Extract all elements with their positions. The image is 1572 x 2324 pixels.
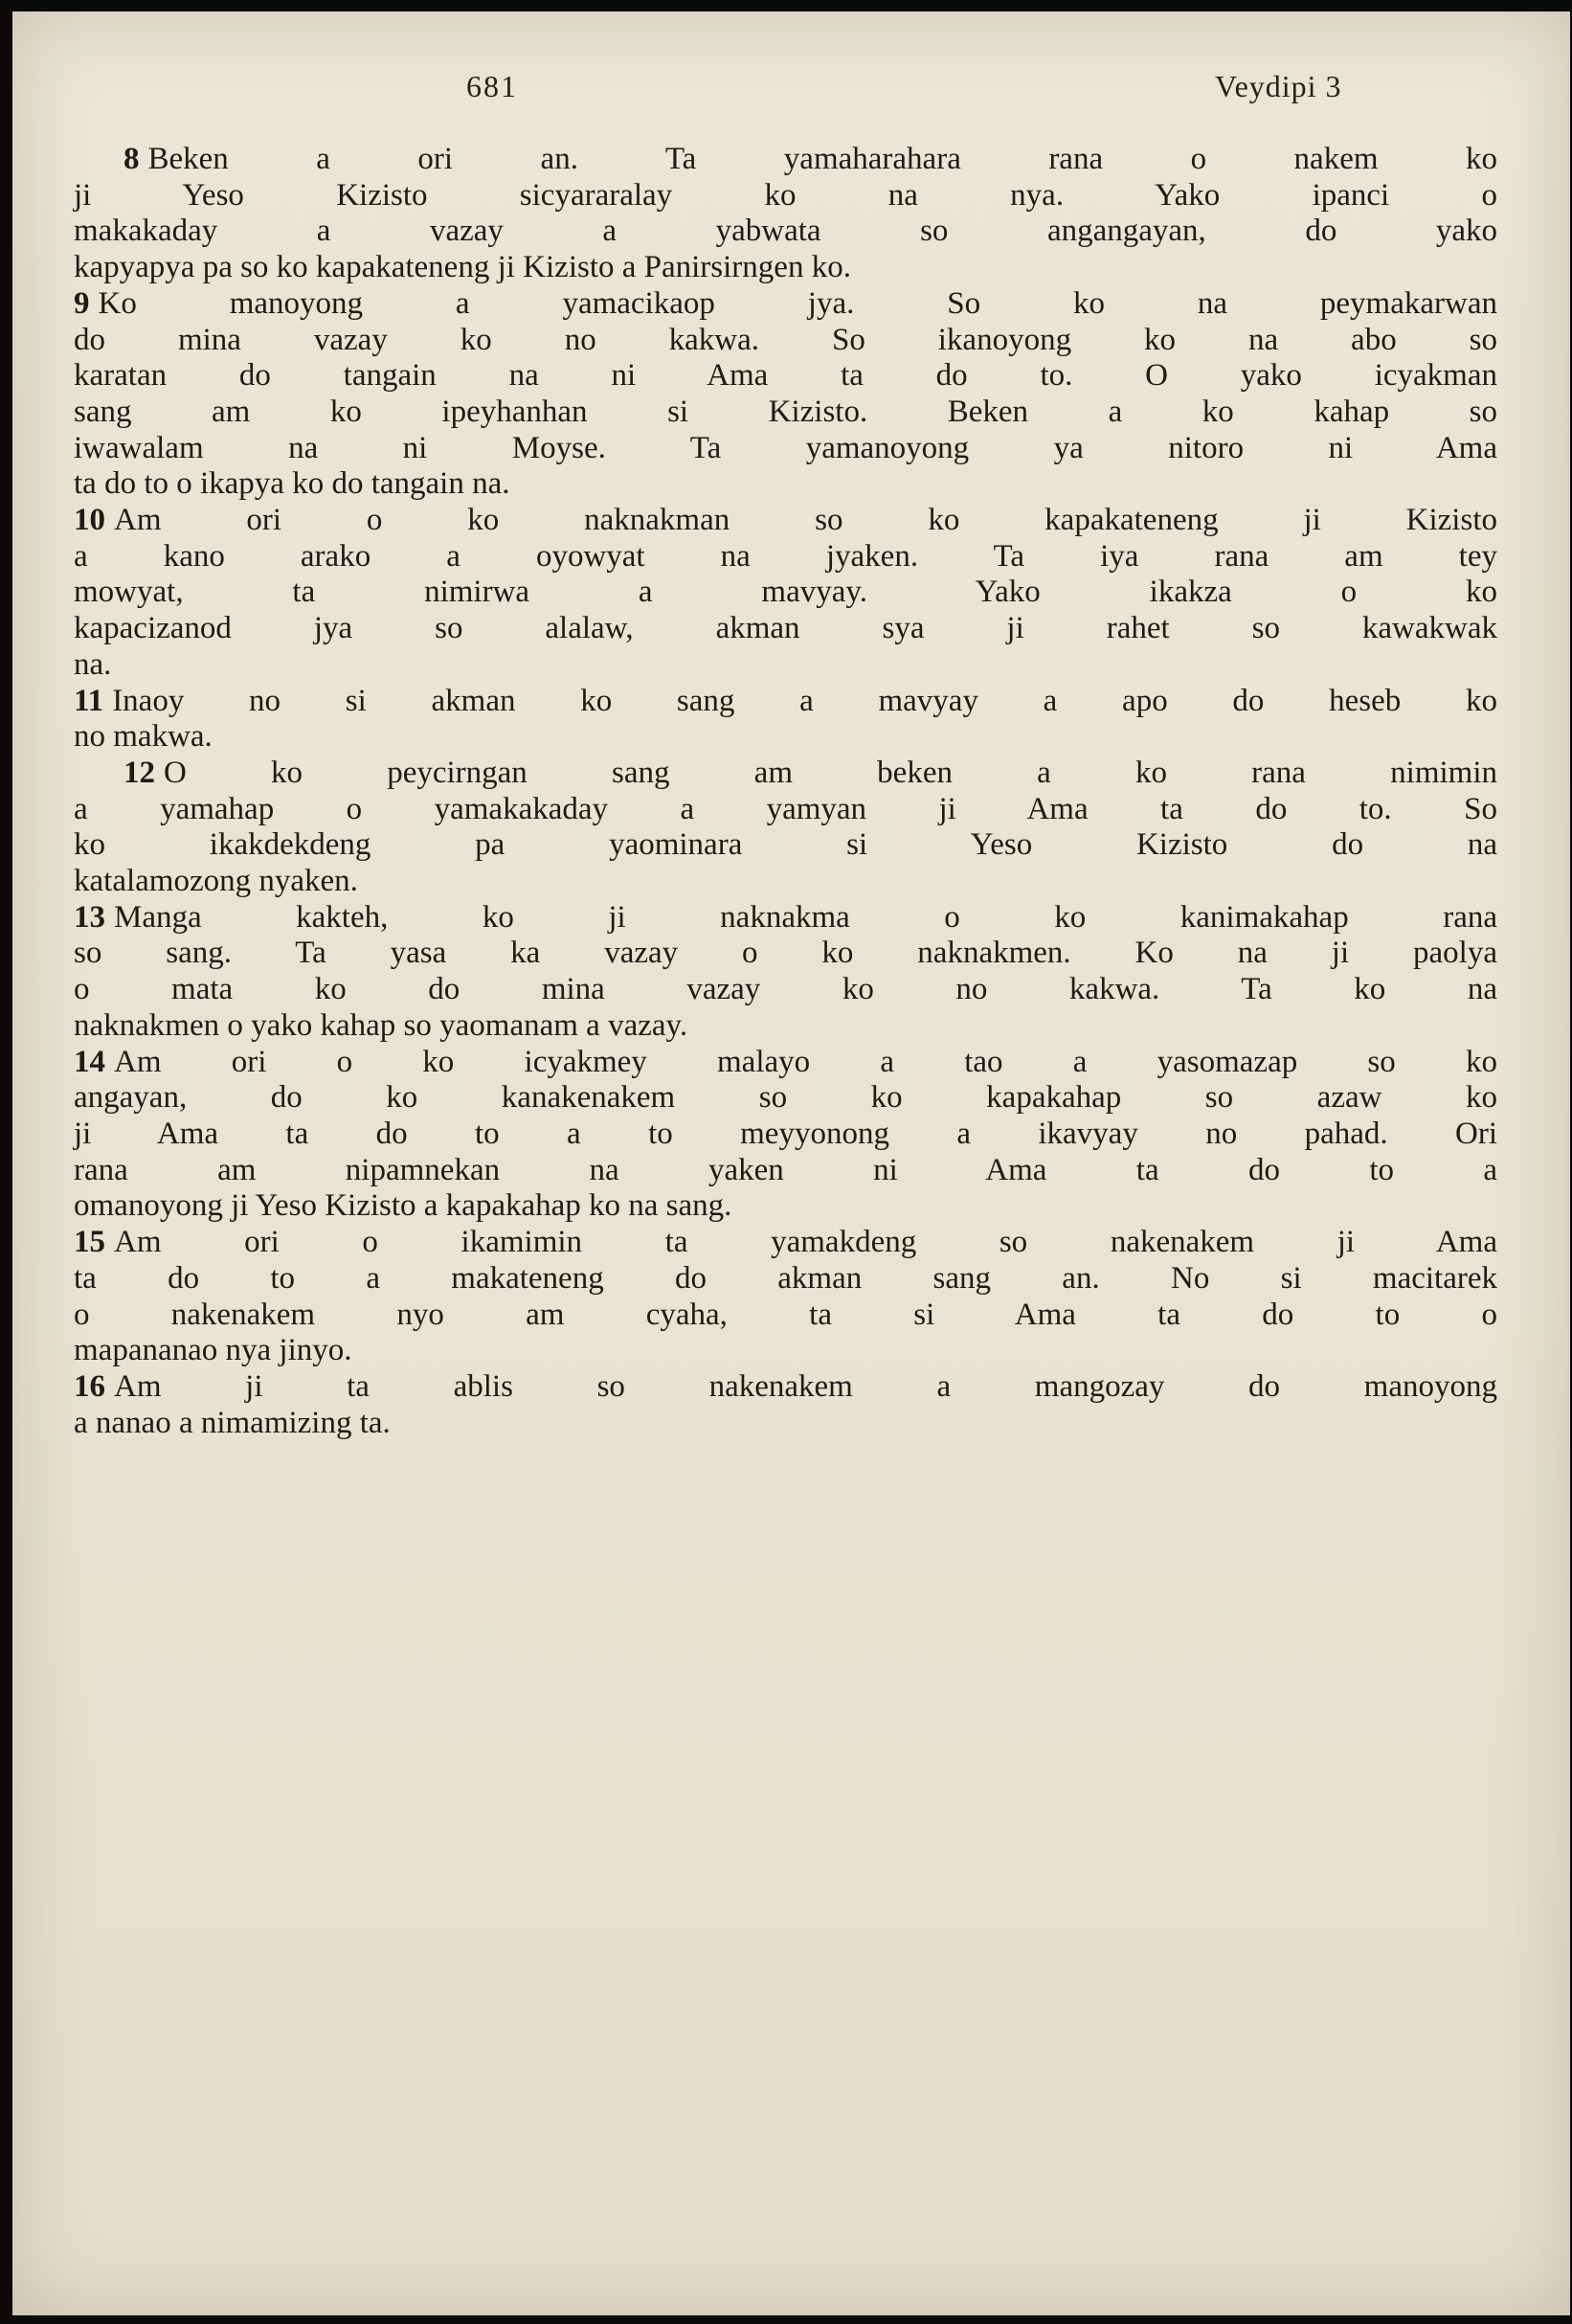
text-line: 16 Am ji ta ablis so nakenakem a mangozay do manoyong [74,1368,1497,1404]
text-line: kapacizanod jya so alalaw, akman sya ji rahet so kawakwak [74,611,1497,646]
verse-number: 12 [124,755,155,790]
text-line: ji Yeso Kizisto sicyararalay ko na nya. Yako ipanci o [74,177,1497,213]
text-line: o mata ko do mina vazay ko no kakwa. Ta ko na [74,972,1497,1007]
page-number: 681 [466,69,518,103]
text-line: mowyat, ta nimirwa a mavyay. Yako ikakza o ko [74,575,1497,610]
text-line: ta do to o ikapya ko do tangain na. [74,466,510,502]
text-line: kapyapya pa so ko kapakateneng ji Kizisto a Panirsirngen ko. [74,250,851,285]
book-page [12,11,1570,2315]
text-line: iwawalam na ni Moyse. Ta yamanoyong ya nitoro ni Ama [74,430,1497,465]
text-line: do mina vazay ko no kakwa. So ikanoyong ko na abo so [74,322,1497,357]
verse-9 [74,286,1497,503]
text-line: o nakenakem nyo am cyaha, ta si Ama ta do to o [74,1297,1497,1332]
text-line: 12 O ko peycirngan sang am beken a ko rana nimimin [124,755,1497,790]
verse-number: 15 [74,1225,105,1260]
verse-number: 13 [74,899,105,935]
text-line: a nanao a nimamizing ta. [74,1405,391,1440]
text-line: 10 Am ori o ko naknakman so ko kapakateneng ji Kizisto [74,503,1497,538]
text-line: ji Ama ta do to a to meyyonong a ikavyay no pahad. Ori [74,1116,1497,1151]
verse-number: 14 [74,1044,105,1079]
text-line: 15 Am ori o ikamimin ta yamakdeng so nakenakem ji Ama [74,1225,1497,1260]
text-line: naknakmen o yako kahap so yaomanam a vazay. [74,1007,688,1043]
verse-number: 10 [74,503,105,538]
text-line: karatan do tangain na ni Ama ta do to. O yako icyakman [74,358,1497,394]
text-line: ko ikakdekdeng pa yaominara si Yeso Kizisto do na [74,827,1497,863]
text-line: makakaday a vazay a yabwata so angangayan, do yako [74,214,1497,249]
text-line: rana am nipamnekan na yaken ni Ama ta do to a [74,1152,1497,1187]
text-line: so sang. Ta yasa ka vazay o ko naknakmen. Ko na ji paolya [74,936,1497,971]
verse-text-block [74,142,1497,1441]
verse-number: 9 [74,285,90,321]
text-line: a yamahap o yamakakaday a yamyan ji Ama ta do to. So [74,791,1497,826]
verse-15 [74,1225,1497,1369]
text-line: sang am ko ipeyhanhan si Kizisto. Beken a ko kahap so [74,394,1497,429]
text-line: ta do to a makateneng do akman sang an. No si macitarek [74,1260,1497,1296]
text-line: 8 Beken a ori an. Ta yamaharahara rana o nakem ko [124,142,1497,176]
verse-number: 11 [74,683,104,718]
verse-10 [74,503,1497,684]
verse-number: 8 [124,142,140,176]
text-line: na. [74,646,112,682]
text-line: angayan, do ko kanakenakem so ko kapakahap so azaw ko [74,1080,1497,1116]
verse-14 [74,1045,1497,1226]
running-title: Veydipi 3 [1215,69,1342,103]
text-line: mapananao nya jinyo. [74,1333,352,1368]
text-line: a kano arako a oyowyat na jyaken. Ta iya rana am tey [74,538,1497,574]
verse-number: 16 [74,1368,105,1404]
text-line: 9 Ko manoyong a yamacikaop jya. So ko na peymakarwan [74,285,1497,321]
text-line: omanoyong ji Yeso Kizisto a kapakahap ko na sang. [74,1188,732,1224]
verse-12 [74,756,1497,900]
text-line: 14 Am ori o ko icyakmey malayo a tao a yasomazap so ko [74,1044,1497,1079]
text-line: katalamozong nyaken. [74,864,358,899]
text-line: 13 Manga kakteh, ko ji naknakma o ko kanimakahap rana [74,899,1497,935]
verse-11 [74,684,1497,756]
verse-8 [74,142,1497,286]
text-line: 11 Inaoy no si akman ko sang a mavyay a apo do heseb ko [74,683,1497,718]
page-header [74,69,1497,111]
verse-13 [74,900,1497,1045]
verse-16 [74,1369,1497,1441]
text-line: no makwa. [74,719,213,755]
